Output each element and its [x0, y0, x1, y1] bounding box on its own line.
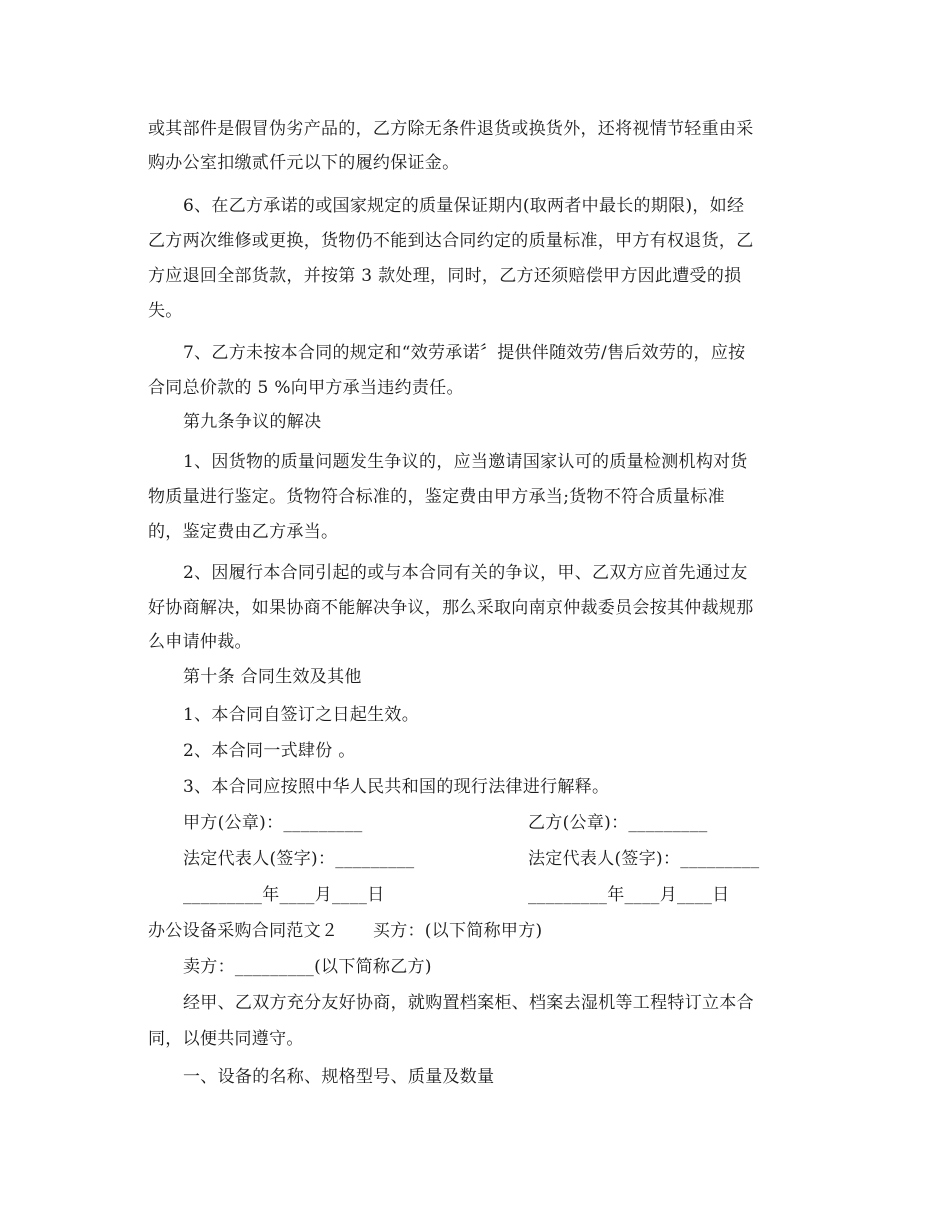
section-heading: 一、设备的名称、规格型号、质量及数量: [183, 1067, 495, 1087]
paragraph-line: 3、本合同应按照中华人民共和国的现行法律进行解释。: [183, 777, 610, 797]
paragraph-line: 的，鉴定费由乙方承当。: [148, 522, 339, 542]
seller-line: 卖方：_________(以下简称乙方): [183, 957, 432, 977]
paragraph-line: 失。: [148, 301, 183, 321]
paragraph-line: 2、因履行本合同引起的或与本合同有关的争议，甲、乙双方应首先通过友: [183, 563, 748, 583]
party-a-representative: 法定代表人(签字)：_________: [183, 849, 415, 869]
paragraph-line: 1、因货物的质量问题发生争议的，应当邀请国家认可的质量检测机构对货: [183, 452, 748, 472]
paragraph-line: 或其部件是假冒伪劣产品的，乙方除无条件退货或换货外，还将视情节轻重由采: [148, 119, 754, 139]
party-b-representative: 法定代表人(签字)：_________: [528, 849, 760, 869]
paragraph-line: 么申请仲裁。: [148, 632, 252, 652]
section-heading: 第十条 合同生效及其他: [183, 667, 362, 687]
party-a-date: _________年____月____日: [183, 885, 385, 905]
party-a-seal: 甲方(公章)：_________: [183, 813, 363, 833]
paragraph-line: 1、本合同自签订之日起生效。: [183, 705, 420, 725]
paragraph-line: 同，以便共同遵守。: [148, 1029, 304, 1049]
paragraph-line: 6、在乙方承诺的或国家规定的质量保证期内(取两者中最长的期限)，如经: [183, 196, 745, 216]
paragraph-line: 合同总价款的 5 %向甲方承当违约责任。: [148, 378, 464, 398]
second-contract-title: 办公设备采购合同范文２ 买方：(以下简称甲方): [148, 921, 543, 941]
party-b-date: _________年____月____日: [528, 885, 730, 905]
paragraph-line: 7、乙方未按本合同的规定和“效劳承诺〞提供伴随效劳/售后效劳的，应按: [183, 343, 746, 363]
paragraph-line: 好协商解决，如果协商不能解决争议，那么采取向南京仲裁委员会按其仲裁规那: [148, 598, 754, 618]
paragraph-line: 2、本合同一式肆份 。: [183, 741, 356, 761]
section-heading: 第九条争议的解决: [183, 412, 322, 432]
paragraph-line: 方应退回全部货款，并按第 3 款处理，同时，乙方还须赔偿甲方因此遭受的损: [148, 266, 742, 286]
party-b-seal: 乙方(公章)：_________: [528, 813, 708, 833]
paragraph-line: 购办公室扣缴贰仟元以下的履约保证金。: [148, 153, 460, 173]
paragraph-line: 物质量进行鉴定。货物符合标准的，鉴定费由甲方承当;货物不符合质量标准: [148, 487, 725, 507]
paragraph-line: 经甲、乙双方充分友好协商，就购置档案柜、档案去湿机等工程特订立本合: [183, 993, 754, 1013]
paragraph-line: 乙方两次维修或更换，货物仍不能到达合同约定的质量标准，甲方有权退货，乙: [148, 231, 754, 251]
